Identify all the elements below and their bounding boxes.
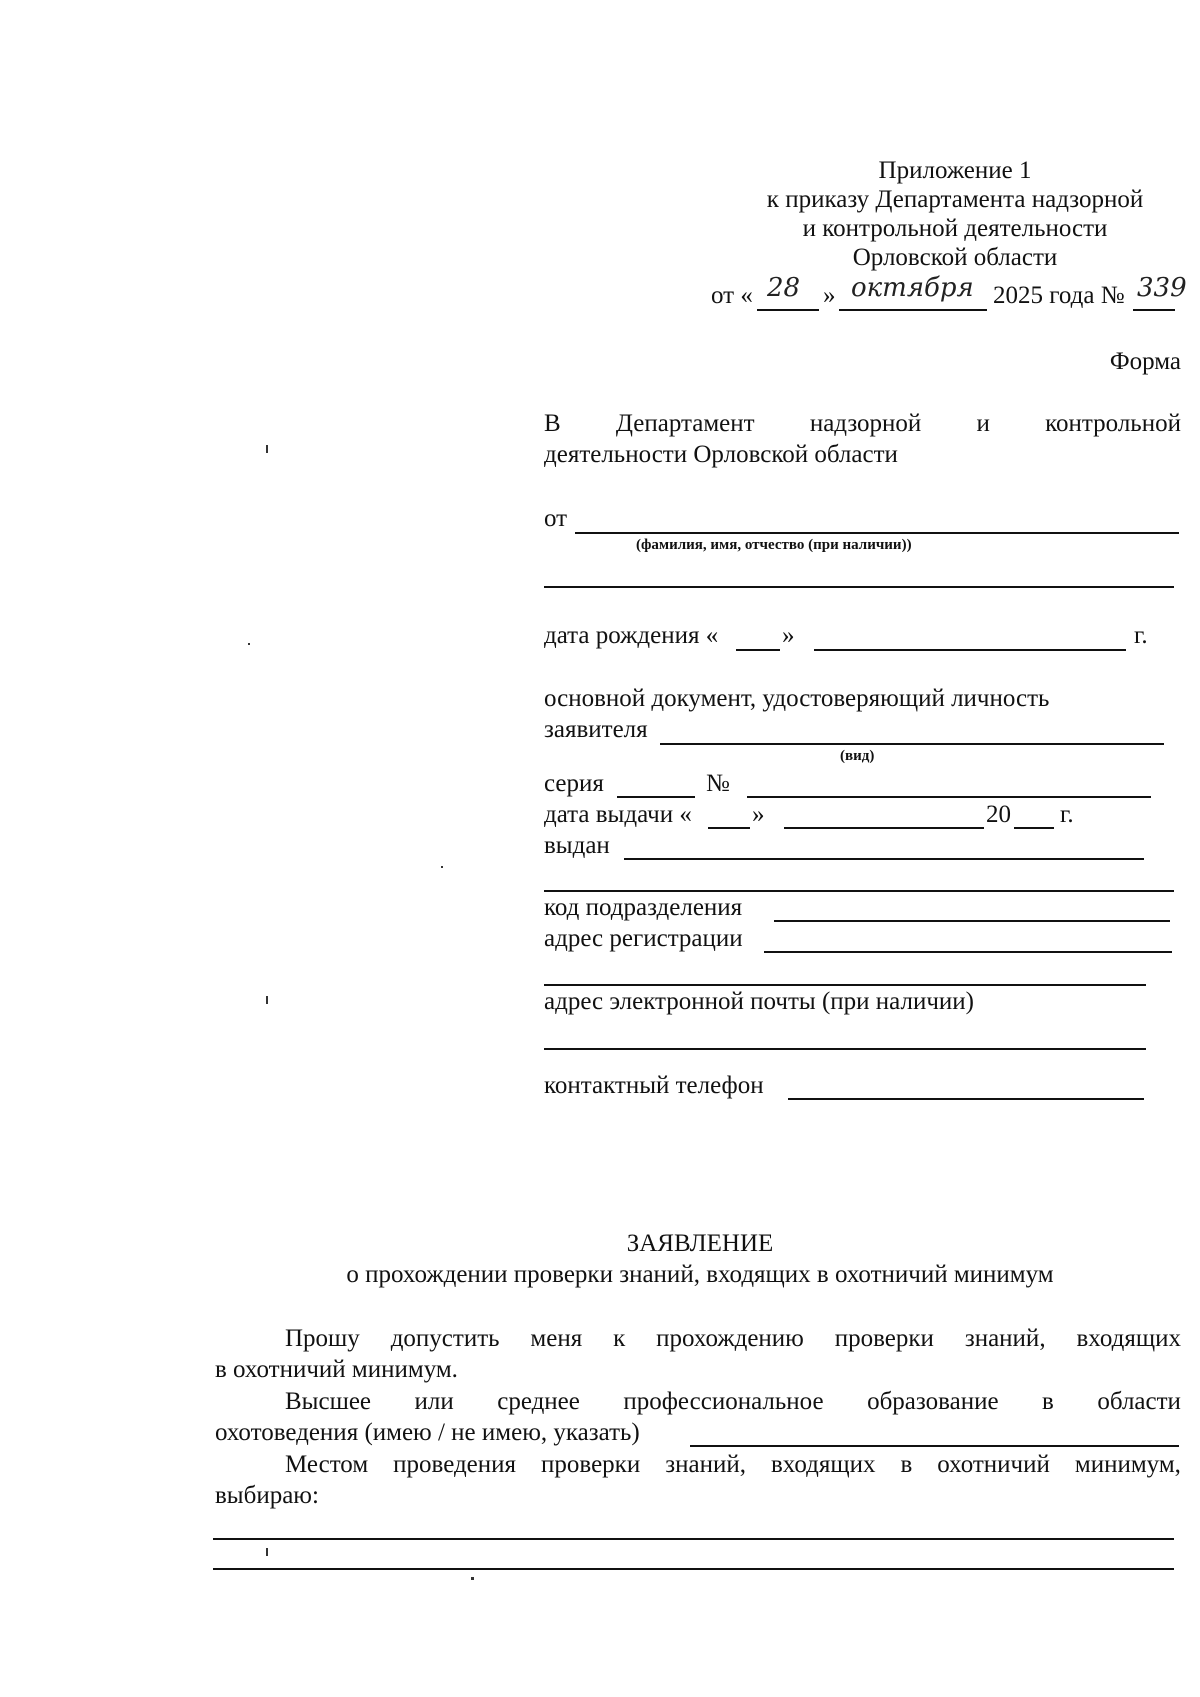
applicant-label: заявителя: [544, 716, 648, 743]
division-code-field[interactable]: [774, 920, 1170, 922]
doc-kind-field[interactable]: [660, 743, 1164, 745]
fio-hint: (фамилия, имя, отчество (при наличии)): [636, 537, 912, 553]
paragraph-word: минимум,: [1074, 1451, 1181, 1478]
series-label: серия: [544, 770, 604, 797]
paragraph-word: области: [1097, 1388, 1181, 1415]
order-day-line: [757, 309, 819, 311]
scan-speck: [266, 996, 268, 1004]
scan-speck: [266, 445, 268, 453]
order-date-mid: »: [823, 282, 836, 309]
paragraph-1-line-2: в охотничий минимум.: [215, 1356, 458, 1383]
scan-speck: [266, 1548, 268, 1556]
paragraph-2-line-2: охотоведения (имею / не имею, указать): [215, 1419, 640, 1446]
addressee-word: Департамент: [615, 410, 755, 437]
issued-by-field-line-2[interactable]: [544, 890, 1174, 892]
issue-date-suffix: г.: [1060, 801, 1074, 828]
addressee-line-2: деятельности Орловской области: [544, 441, 898, 468]
paragraph-word: допустить: [390, 1325, 500, 1352]
form-label: Форма: [1109, 348, 1181, 375]
registration-address-field-line-2[interactable]: [544, 984, 1146, 986]
appendix-title: Приложение 1: [878, 157, 1032, 184]
order-number-handwritten: 339: [1137, 273, 1187, 303]
addressee-line-1: [544, 410, 1181, 438]
paragraph-word: Прошу: [285, 1325, 360, 1352]
paragraph-word: профессиональное: [623, 1388, 824, 1415]
paragraph-word: охотничий: [937, 1451, 1050, 1478]
registration-address-label: адрес регистрации: [544, 925, 743, 952]
paragraph-word: знаний,: [964, 1325, 1046, 1352]
paragraph-word: проверки: [541, 1451, 641, 1478]
paragraph-word: знаний,: [665, 1451, 746, 1478]
number-field[interactable]: [747, 796, 1151, 798]
number-label: №: [706, 770, 730, 797]
exam-location-field-line-2[interactable]: [213, 1568, 1174, 1570]
birth-month-year-field[interactable]: [814, 649, 1126, 651]
paragraph-word: или: [414, 1388, 454, 1415]
statement-title: ЗАЯВЛЕНИЕ: [626, 1230, 774, 1257]
hunting-education-field[interactable]: [690, 1445, 1179, 1447]
issue-month-field[interactable]: [784, 827, 984, 829]
issued-by-label: выдан: [544, 832, 610, 859]
birth-date-label: дата рождения «: [544, 622, 719, 649]
paragraph-2-line-1: [285, 1388, 1181, 1416]
addressee-word: надзорной: [809, 410, 922, 437]
email-label: адрес электронной почты (при наличии): [544, 988, 974, 1015]
phone-label: контактный телефон: [544, 1072, 764, 1099]
birth-day-field[interactable]: [736, 649, 780, 651]
addressee-word: В: [544, 410, 561, 437]
scan-speck: [471, 1577, 474, 1580]
paragraph-word: Местом: [285, 1451, 369, 1478]
paragraph-word: образование: [867, 1388, 999, 1415]
paragraph-word: входящих: [1076, 1325, 1181, 1352]
birth-date-suffix: г.: [1134, 622, 1148, 649]
fio-field-line-2[interactable]: [544, 586, 1174, 588]
birth-date-row: [544, 622, 1184, 656]
paragraph-3-line-1: [285, 1451, 1181, 1479]
order-date-line: [711, 273, 1187, 316]
issue-date-label: дата выдачи «: [544, 801, 692, 828]
appendix-order-line: к приказу Департамента надзорной: [766, 186, 1144, 213]
appendix-region: Орловской области: [852, 244, 1058, 271]
order-number-line: [1133, 309, 1175, 311]
addressee-word: контрольной: [1045, 410, 1181, 437]
division-code-label: код подразделения: [544, 894, 743, 921]
issue-year-field[interactable]: [1014, 827, 1054, 829]
order-month-line: [839, 309, 987, 311]
order-date-prefix: от «: [711, 282, 753, 309]
appendix-header: [720, 156, 1190, 272]
paragraph-word: в: [900, 1451, 913, 1478]
paragraph-word: в: [1042, 1388, 1054, 1415]
paragraph-word: проверки: [834, 1325, 934, 1352]
order-year-label: 2025 года №: [993, 282, 1125, 309]
phone-field[interactable]: [788, 1098, 1144, 1100]
fio-field[interactable]: [575, 532, 1179, 534]
doc-kind-hint: (вид): [840, 748, 875, 764]
issued-by-field[interactable]: [624, 858, 1144, 860]
paragraph-word: меня: [530, 1325, 583, 1352]
issue-date-mid: »: [752, 801, 765, 828]
from-label: от: [544, 505, 568, 532]
paragraph-word: среднее: [497, 1388, 580, 1415]
statement-subtitle: о прохождении проверки знаний, входящих в охотничий минимум: [346, 1261, 1054, 1288]
scan-speck: [248, 643, 250, 645]
paragraph-3-line-2: выбираю:: [215, 1482, 319, 1509]
series-field[interactable]: [617, 796, 695, 798]
series-row: [544, 770, 1184, 802]
issue-year-prefix: 20: [986, 801, 1011, 828]
birth-date-mid: »: [782, 622, 795, 649]
exam-location-field[interactable]: [213, 1538, 1174, 1540]
paragraph-word: Высшее: [285, 1388, 372, 1415]
scan-speck: [441, 866, 443, 868]
paragraph-1-line-1: [285, 1325, 1181, 1353]
addressee-word: и: [976, 410, 990, 437]
paragraph-word: прохождению: [656, 1325, 804, 1352]
paragraph-word: к: [613, 1325, 626, 1352]
registration-address-field[interactable]: [764, 951, 1172, 953]
paragraph-word: входящих: [770, 1451, 876, 1478]
issue-date-row: [544, 801, 1184, 833]
email-field[interactable]: [544, 1048, 1146, 1050]
order-day-handwritten: 28: [767, 273, 801, 303]
issue-day-field[interactable]: [708, 827, 750, 829]
appendix-order-line-2: и контрольной деятельности: [802, 215, 1108, 242]
paragraph-word: проведения: [393, 1451, 517, 1478]
identity-doc-label: основной документ, удостоверяющий личность: [544, 685, 1050, 712]
order-month-handwritten: октября: [851, 273, 974, 303]
